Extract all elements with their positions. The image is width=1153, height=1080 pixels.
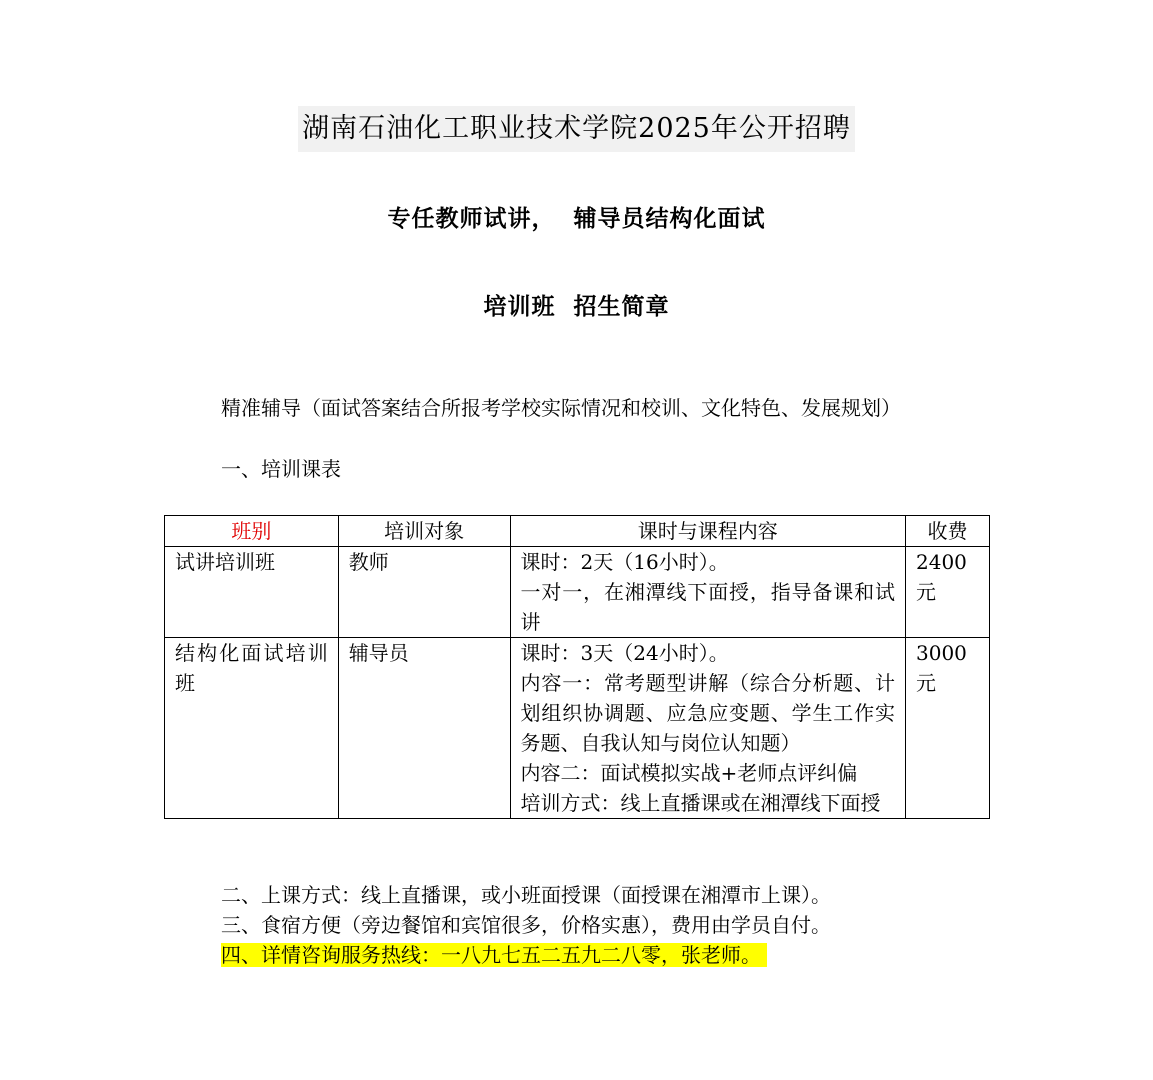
cell-content — [510, 547, 905, 638]
cell-class: 结构化面试培训班 — [165, 638, 339, 819]
cell-fee: 3000元 — [906, 638, 990, 819]
title-container — [0, 106, 1153, 152]
subtitle-primary: 专任教师试讲， 辅导员结构化面试 — [387, 205, 766, 232]
cell-target: 教师 — [338, 547, 510, 638]
section-accommodation: 三、食宿方便（旁边餐馆和宾馆很多，价格实惠），费用由学员自付。 — [221, 913, 831, 937]
intro-paragraph: 精准辅导（面试答案结合所报考学校实际情况和校训、文化特色、发展规划） — [221, 396, 901, 420]
header-class: 班别 — [165, 516, 339, 547]
cell-target: 辅导员 — [338, 638, 510, 819]
subtitle-secondary: 培训班 招生简章 — [483, 293, 670, 320]
table-row — [165, 547, 990, 638]
content-line: 一对一，在湘潭线下面授，指导备课和试讲 — [520, 580, 895, 634]
cell-content — [510, 638, 905, 819]
cell-fee: 2400元 — [906, 547, 990, 638]
content-line: 内容一：常考题型讲解（综合分析题、计划组织协调题、应急应变题、学生工作实务题、自我认知与岗位认知题） — [520, 671, 895, 755]
header-target: 培训对象 — [338, 516, 510, 547]
table-header-row — [165, 516, 990, 547]
course-table — [164, 515, 990, 819]
content-line: 内容二：面试模拟实战+老师点评纠偏 — [520, 761, 858, 785]
content-line: 培训方式：线上直播课或在湘潭线下面授 — [520, 791, 881, 815]
section-heading-schedule: 一、培训课表 — [221, 457, 341, 481]
content-line: 课时：2天（16小时）。 — [520, 550, 729, 574]
cell-class: 试讲培训班 — [165, 547, 339, 638]
section-hotline — [221, 940, 767, 970]
header-fee: 收费 — [906, 516, 990, 547]
hotline-highlight: 四、详情咨询服务热线：一八九七五二五九二八零，张老师。 — [221, 943, 767, 967]
page-title: 湖南石油化工职业技术学院2025年公开招聘 — [298, 106, 855, 152]
section-teaching-method: 二、上课方式：线上直播课，或小班面授课（面授课在湘潭市上课）。 — [221, 883, 831, 907]
content-line: 课时：3天（24小时）。 — [520, 641, 729, 665]
header-content: 课时与课程内容 — [510, 516, 905, 547]
table-row — [165, 638, 990, 819]
